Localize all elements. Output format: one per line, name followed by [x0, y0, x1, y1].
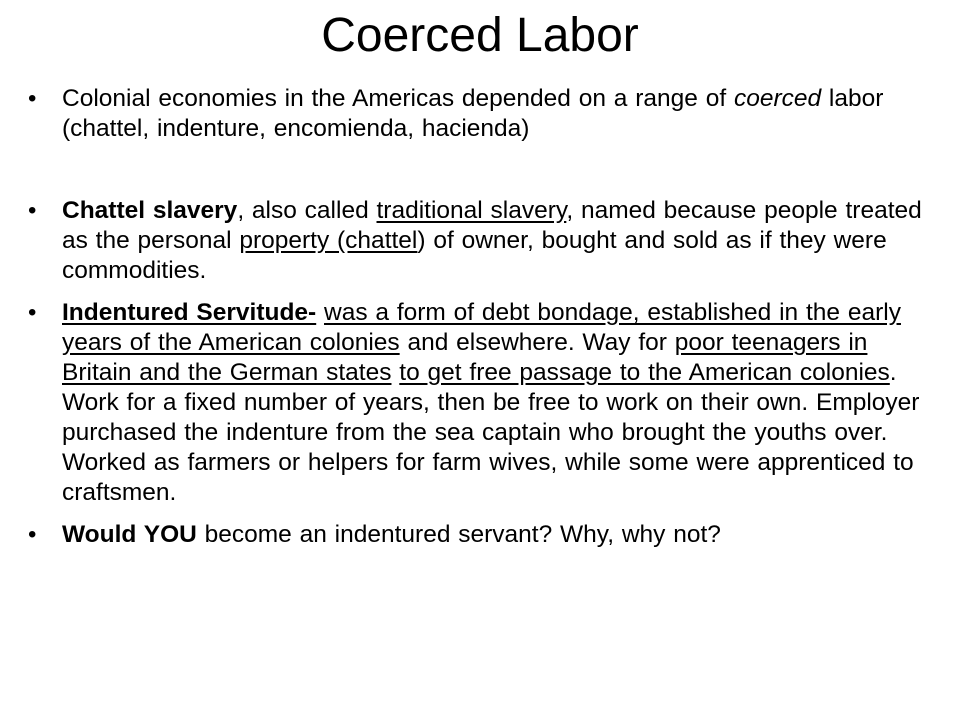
bullet-question: [28, 520, 934, 550]
term-would-you: Would YOU: [62, 521, 197, 548]
bullet-list: [28, 84, 934, 550]
bullet-text: [316, 299, 324, 326]
bullet-text: become an indentured servant? Why, why not?: [196, 521, 721, 548]
bullet-coerced-labor: [28, 84, 934, 144]
bullet-text: Colonial economies in the Americas depended on a range of: [62, 85, 734, 112]
bullet-text: , named because people treated as the personal: [62, 197, 922, 254]
underlined-property-chattel: property (chattel: [239, 227, 418, 254]
bullet-text: labor (chattel, indenture, encomienda, hacienda): [62, 85, 884, 142]
underlined-free-passage: to get free passage to the American colonies: [399, 359, 890, 386]
bullet-text: and elsewhere. Way for: [399, 329, 675, 356]
emphasis-coerced: coerced: [733, 85, 822, 112]
bullet-dot-icon: •: [28, 85, 37, 112]
underlined-debt-bondage: was a form of debt bondage, established in the early years of the American colonies: [62, 299, 901, 356]
bullet-text: , also called: [237, 197, 377, 224]
slide-title: Coerced Labor: [321, 9, 639, 62]
bullet-chattel-slavery: [28, 196, 934, 286]
underlined-traditional-slavery: traditional slavery: [376, 197, 567, 224]
bullet-dot-icon: •: [28, 299, 37, 326]
term-chattel-slavery: Chattel slavery: [62, 197, 238, 224]
underlined-poor-teenagers: poor teenagers in Britain and the German states: [62, 329, 868, 386]
bullet-text: . Work for a fixed number of years, then be free to work on their own. Employer purchased the indenture from the sea captain who brought the youths over. Worked as farmers or helpers for farm wives, while some were apprenticed to craftsmen.: [62, 359, 920, 506]
bullet-text: ) of owner, bought and sold as if they were commodities.: [62, 227, 887, 284]
term-indentured-servitude: Indentured Servitude-: [62, 299, 317, 326]
bullet-dot-icon: •: [28, 521, 37, 548]
bullet-dot-icon: •: [28, 197, 37, 224]
bullet-indentured-servitude: [28, 298, 934, 508]
